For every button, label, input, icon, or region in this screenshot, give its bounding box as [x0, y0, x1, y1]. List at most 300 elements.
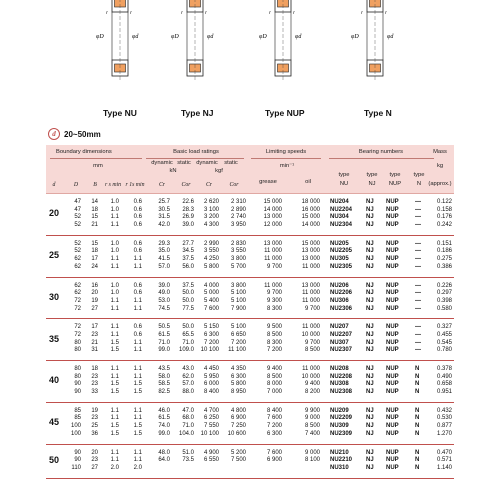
cell-n: — — [415, 297, 421, 304]
cell-cork: 8 950 — [230, 389, 246, 396]
cell-cor: 77.5 — [182, 305, 194, 312]
cell-d: 72 — [74, 297, 81, 304]
bore-group — [46, 194, 454, 236]
cell-cork: 7 900 — [230, 305, 246, 312]
hdr-col-B: B — [93, 182, 97, 188]
cell-n: — — [415, 282, 421, 289]
cell-cr: 99.0 — [158, 430, 170, 437]
cell-cork: 6 300 — [230, 373, 246, 380]
cell-cr: 42.0 — [158, 222, 170, 229]
cell-cork: 7 200 — [230, 339, 246, 346]
cell-d: 80 — [74, 373, 81, 380]
cell-nu: NU307 — [330, 339, 349, 346]
cell-oil: 13 000 — [301, 256, 320, 263]
cell-nu: NU2207 — [330, 331, 353, 338]
cell-oil: 8 100 — [304, 457, 320, 464]
cell-oil: 9 900 — [304, 407, 320, 414]
cell-b: 15 — [91, 214, 98, 221]
cell-nj: NJ — [366, 381, 374, 388]
cell-cor: 50.0 — [182, 324, 194, 331]
hdr-load: Basic load ratings — [173, 149, 219, 155]
cell-grease: 8 300 — [266, 339, 282, 346]
cell-cork: 3 950 — [230, 222, 246, 229]
cell-mass: 0.658 — [436, 381, 452, 388]
cell-n: N — [415, 464, 420, 471]
table-row — [46, 332, 454, 340]
cell-n: — — [415, 199, 421, 205]
cell-rs: 1.1 — [110, 222, 119, 229]
cell-n: N — [415, 366, 420, 372]
cell-r1s: 0.6 — [133, 290, 142, 297]
cell-cork: 3 800 — [230, 256, 246, 263]
hdr-col-cr-kgf: Cr — [205, 182, 213, 188]
cell-d: 62 — [74, 282, 81, 289]
cell-n: N — [415, 407, 420, 414]
cell-mass: 0.151 — [436, 240, 452, 247]
cell-nj: NJ — [366, 339, 374, 346]
bore-group — [46, 319, 454, 361]
cell-r1s: 1.1 — [133, 347, 142, 354]
cell-nup: NUP — [386, 305, 399, 312]
cell-mass: 1.270 — [436, 430, 452, 437]
cell-n: N — [415, 449, 420, 456]
cell-b: 23 — [91, 381, 98, 388]
cell-cr: 31.5 — [158, 214, 170, 221]
cell-cor: 65.5 — [182, 331, 194, 338]
cell-nup: NUP — [386, 290, 399, 297]
cell-rs: 1.0 — [110, 199, 119, 205]
table-row — [46, 283, 454, 291]
bore-diameter: 50 — [48, 455, 59, 466]
cell-cor: 37.5 — [182, 256, 194, 263]
hdr-type-nj: type — [366, 172, 378, 178]
cell-d: 72 — [74, 331, 81, 338]
cell-nj: NJ — [366, 240, 374, 247]
cell-nu: NU210 — [330, 449, 349, 456]
cell-nup: NUP — [386, 222, 399, 229]
cell-mass: 0.545 — [436, 339, 452, 346]
cell-cor: 34.5 — [182, 248, 194, 255]
cell-r1s: 0.6 — [133, 324, 142, 331]
cell-grease: 8 500 — [266, 331, 282, 338]
cell-cr: 46.0 — [158, 407, 170, 414]
cell-cork: 3 550 — [230, 248, 246, 255]
cell-nup: NUP — [386, 389, 399, 396]
hdr-rule — [329, 158, 434, 159]
cell-oil: 10 000 — [301, 331, 320, 338]
cell-crk: 6 250 — [203, 415, 219, 422]
table-row — [46, 389, 454, 397]
cell-n: — — [415, 214, 421, 221]
cell-nu: NU208 — [330, 366, 349, 372]
cell-n: — — [415, 339, 421, 346]
cell-n: — — [415, 240, 421, 247]
drawing-n — [351, 0, 394, 80]
cell-d: 52 — [74, 214, 81, 221]
cell-cr: 64.0 — [158, 457, 170, 464]
cell-d: 47 — [74, 206, 81, 213]
cell-b: 33 — [91, 389, 98, 396]
cell-oil: 13 000 — [301, 248, 320, 255]
table-row — [46, 256, 454, 264]
table-row — [46, 457, 454, 465]
cell-n: — — [415, 248, 421, 255]
cell-r1s: 1.1 — [133, 415, 142, 422]
cell-nu: NU2206 — [330, 290, 353, 297]
cell-cork: 2 310 — [230, 199, 246, 205]
cell-nup: NUP — [386, 423, 399, 430]
cell-grease: 12 000 — [263, 222, 282, 229]
table-row — [46, 347, 454, 355]
cell-nu: NU2204 — [330, 206, 353, 213]
hdr-kg: kg — [436, 163, 444, 169]
cell-cr: 57.0 — [158, 263, 170, 270]
drawing-nj — [171, 0, 214, 80]
cell-rs: 1.5 — [110, 430, 119, 437]
cell-b: 17 — [91, 324, 98, 331]
cell-cork: 5 100 — [230, 290, 246, 297]
cell-grease: 9 400 — [266, 366, 282, 372]
cell-cork: 5 800 — [230, 381, 246, 388]
cell-rs: 1.1 — [110, 324, 119, 331]
cell-r1s: 1.5 — [133, 381, 142, 388]
cell-oil: 15 000 — [301, 214, 320, 221]
cell-cr: 41.5 — [158, 256, 170, 263]
table-row — [46, 298, 454, 306]
cell-crk: 8 400 — [203, 389, 219, 396]
cell-nu: NU204 — [330, 199, 349, 205]
cell-n: N — [415, 389, 420, 396]
cell-nj: NJ — [366, 389, 374, 396]
cell-d: 47 — [74, 199, 81, 205]
hdr-dynamic-kn: dynamic — [151, 160, 173, 166]
cell-r1s: 1.5 — [133, 430, 142, 437]
cell-b: 21 — [91, 339, 98, 346]
cell-rs: 1.5 — [110, 381, 119, 388]
cell-cork: 7 500 — [230, 457, 246, 464]
cell-b: 23 — [91, 331, 98, 338]
cell-nj: NJ — [366, 423, 374, 430]
cell-rs: 1.1 — [110, 297, 119, 304]
cell-grease: 7 200 — [266, 347, 282, 354]
cell-nup: NUP — [386, 214, 399, 221]
cell-b: 31 — [91, 347, 98, 354]
bore-diameter: 35 — [48, 333, 59, 344]
cell-nu: NU2304 — [330, 222, 353, 229]
cell-nj: NJ — [366, 464, 374, 471]
cell-nup: NUP — [386, 366, 399, 372]
cell-crk: 2 620 — [203, 199, 219, 205]
cell-b: 27 — [91, 305, 98, 312]
hdr-oil: oil — [305, 179, 311, 185]
table-row — [46, 423, 454, 431]
cell-d: 52 — [74, 222, 81, 229]
cell-crk: 4 000 — [203, 282, 219, 289]
cell-nup: NUP — [386, 347, 399, 354]
table-row — [46, 264, 454, 272]
cell-mass: 0.226 — [436, 282, 452, 289]
cell-cr: 30.5 — [158, 206, 170, 213]
cell-d: 85 — [74, 407, 81, 414]
hdr-dynamic-kgf: dynamic — [196, 160, 218, 166]
cell-nj: NJ — [366, 214, 374, 221]
cell-nup: NUP — [386, 339, 399, 346]
cell-cor: 39.0 — [182, 222, 194, 229]
cell-grease: 7 000 — [266, 389, 282, 396]
cell-cr: 58.5 — [158, 381, 170, 388]
cell-r1s: 1.1 — [133, 339, 142, 346]
cell-oil: 11 000 — [302, 366, 320, 372]
cell-crk: 4 250 — [203, 256, 219, 263]
cell-d: 62 — [74, 256, 81, 263]
cell-nj: NJ — [366, 347, 374, 354]
cell-nu: NU2307 — [330, 347, 353, 354]
cell-cr: 35.0 — [158, 248, 170, 255]
cell-rs: 1.0 — [110, 282, 119, 289]
cell-cr: 43.5 — [158, 366, 170, 372]
hdr-min: min⁻¹ — [279, 163, 295, 169]
hdr-type-n: type — [413, 172, 425, 178]
cell-r1s: 0.6 — [133, 199, 142, 205]
cell-rs: 1.0 — [110, 248, 119, 255]
table-row — [46, 290, 454, 298]
cell-rs: 1.1 — [110, 373, 119, 380]
hdr-bearing-numbers: Bearing numbers — [358, 149, 404, 155]
cell-cr: 29.3 — [158, 240, 170, 247]
cell-cork: 5 700 — [230, 263, 246, 270]
cell-crk: 3 100 — [203, 206, 219, 213]
cell-rs: 1.1 — [110, 415, 119, 422]
cell-nup: NUP — [386, 430, 399, 437]
cell-d: 62 — [74, 263, 81, 270]
cell-cor: 28.3 — [182, 206, 194, 213]
cell-crk: 5 000 — [203, 290, 219, 297]
cell-grease: 7 600 — [266, 449, 282, 456]
table-row — [46, 415, 454, 423]
cell-rs: 1.1 — [110, 457, 119, 464]
bearing-drawings: φd r — [0, 0, 500, 120]
type-nup-label: Type NUP — [265, 108, 305, 118]
bearing-table — [46, 145, 454, 479]
cell-nup: NUP — [386, 206, 399, 213]
cell-oil: 18 000 — [301, 199, 320, 205]
cell-nup: NUP — [386, 282, 399, 289]
hdr-kn: kN — [169, 168, 177, 174]
cell-mass: 0.122 — [436, 199, 452, 205]
hdr-col-D: D — [73, 182, 79, 188]
cell-cr: 99.0 — [158, 347, 170, 354]
cell-nj: NJ — [366, 248, 374, 255]
cell-grease: 11 000 — [264, 282, 282, 289]
cell-cork: 6 900 — [230, 415, 246, 422]
cell-b: 27 — [91, 464, 98, 471]
hdr-static-kgf: static — [224, 160, 238, 166]
cell-rs: 1.5 — [110, 389, 119, 396]
cell-oil: 7 400 — [304, 430, 320, 437]
cell-nu: NU305 — [330, 256, 349, 263]
cell-oil: 11 000 — [302, 297, 320, 304]
cell-crk: 7 600 — [203, 305, 219, 312]
cell-nu: NU2210 — [330, 457, 353, 464]
cell-mass: 0.470 — [436, 449, 452, 456]
cell-b: 18 — [91, 248, 98, 255]
cell-grease: 7 600 — [266, 415, 282, 422]
cell-cr: 58.0 — [158, 373, 170, 380]
cell-rs: 1.1 — [110, 407, 119, 414]
cell-oil: 9 000 — [304, 415, 320, 422]
cell-nu: NU207 — [330, 324, 349, 331]
cell-cor: 51.0 — [182, 449, 194, 456]
cell-n: — — [415, 324, 421, 331]
cell-nu: NU2306 — [330, 305, 353, 312]
cell-d: 90 — [74, 457, 81, 464]
table-row — [46, 199, 454, 207]
cell-mass: 0.176 — [436, 214, 452, 221]
cell-r1s: 1.1 — [133, 449, 142, 456]
bore-group — [46, 445, 454, 479]
cell-nj: NJ — [366, 199, 374, 205]
cell-nj: NJ — [366, 263, 374, 270]
cell-mass: 0.877 — [436, 423, 452, 430]
cell-cork: 4 800 — [230, 407, 246, 414]
cell-mass: 0.242 — [436, 222, 452, 229]
type-n-label: Type N — [364, 108, 392, 118]
cell-n: — — [415, 263, 421, 270]
cell-oil: 15 000 — [301, 240, 320, 247]
cell-nup: NUP — [386, 407, 399, 414]
cell-cr: 61.5 — [158, 415, 170, 422]
cell-mass: 0.398 — [436, 297, 452, 304]
cell-oil: 11 000 — [302, 324, 320, 331]
cell-crk: 5 150 — [203, 324, 219, 331]
hdr-type-nu: type — [338, 172, 350, 178]
cell-grease: 7 200 — [266, 423, 282, 430]
cell-cork: 5 100 — [230, 297, 246, 304]
cell-crk: 3 200 — [203, 214, 219, 221]
cell-grease: 14 000 — [263, 206, 282, 213]
cell-b: 18 — [91, 366, 98, 372]
hdr-col-cor-kgf: Cor — [229, 182, 239, 188]
cell-n: N — [415, 373, 420, 380]
table-row — [46, 431, 454, 439]
cell-nj: NJ — [366, 297, 374, 304]
cell-cork: 5 200 — [230, 449, 246, 456]
cell-rs: 1.1 — [110, 256, 119, 263]
cell-rs: 1.1 — [110, 366, 119, 372]
cell-nj: NJ — [366, 457, 374, 464]
cell-grease: 11 000 — [264, 248, 282, 255]
bore-diameter: 40 — [48, 375, 59, 386]
cell-mass: 0.297 — [436, 290, 452, 297]
cell-nup: NUP — [386, 248, 399, 255]
cell-rs: 1.0 — [110, 290, 119, 297]
cell-cor: 47.0 — [182, 407, 194, 414]
cell-b: 17 — [91, 256, 98, 263]
cell-cork: 11 100 — [228, 347, 246, 354]
cell-b: 18 — [91, 206, 98, 213]
cell-r1s: 0.6 — [133, 248, 142, 255]
cell-grease: 13 000 — [263, 214, 282, 221]
cell-nup: NUP — [386, 415, 399, 422]
cell-cork: 2 830 — [230, 240, 246, 247]
cell-nj: NJ — [366, 373, 374, 380]
table-row — [46, 450, 454, 458]
cell-d: 85 — [74, 415, 81, 422]
cell-r1s: 1.1 — [133, 373, 142, 380]
cell-r1s: 2.0 — [133, 464, 142, 471]
cell-cork: 6 650 — [230, 331, 246, 338]
cell-r1s: 1.1 — [133, 305, 142, 312]
cell-cork: 2 890 — [230, 206, 246, 213]
cell-mass: 0.571 — [436, 457, 452, 464]
cell-nup: NUP — [386, 373, 399, 380]
cell-rs: 1.1 — [110, 331, 119, 338]
cell-cor: 62.0 — [182, 373, 194, 380]
table-body — [46, 194, 454, 479]
cell-oil: 14 000 — [301, 222, 320, 229]
cell-b: 23 — [91, 415, 98, 422]
hdr-kgf: kgf — [215, 168, 223, 174]
hdr-col-r1s: r 1s min — [125, 182, 145, 188]
cell-r1s: 0.6 — [133, 240, 142, 247]
drawing-nu — [96, 0, 139, 80]
cell-b: 21 — [91, 222, 98, 229]
hdr-speeds: Limiting speeds — [265, 149, 307, 155]
cell-grease: 9 700 — [266, 263, 282, 270]
cell-mass: 0.378 — [436, 366, 452, 372]
cell-oil: 9 000 — [304, 449, 320, 456]
cell-d: 110 — [71, 464, 81, 471]
cell-d: 90 — [74, 449, 81, 456]
cell-cork: 3 800 — [230, 282, 246, 289]
cell-crk: 4 900 — [203, 449, 219, 456]
cell-crk: 7 550 — [203, 423, 219, 430]
cell-nu: NU2305 — [330, 263, 353, 270]
cell-nj: NJ — [366, 407, 374, 414]
cell-crk: 3 550 — [203, 248, 219, 255]
hdr-type-nup: type — [389, 172, 401, 178]
section-title — [48, 128, 101, 140]
cell-nu: NU2209 — [330, 415, 353, 422]
drawing-nup — [259, 0, 302, 80]
cell-nu: NU309 — [330, 423, 349, 430]
cell-rs: 2.0 — [110, 464, 119, 471]
cell-nj: NJ — [366, 282, 374, 289]
hdr-rule — [146, 158, 244, 159]
cell-cr: 49.0 — [158, 290, 170, 297]
cell-b: 36 — [91, 430, 98, 437]
table-row — [46, 207, 454, 215]
cell-nu: NU2208 — [330, 373, 353, 380]
cell-oil: 9 700 — [304, 339, 320, 346]
cell-b: 20 — [91, 449, 98, 456]
type-nj-label: Type NJ — [181, 108, 214, 118]
cell-cor: 68.0 — [182, 415, 194, 422]
cell-mass: 0.530 — [436, 415, 452, 422]
hdr-col-rs: r s min — [104, 182, 122, 188]
cell-mass: 0.158 — [436, 206, 452, 213]
cell-nj: NJ — [366, 290, 374, 297]
cell-n: — — [415, 290, 421, 297]
cell-oil: 8 500 — [304, 347, 320, 354]
cell-nj: NJ — [366, 256, 374, 263]
cell-grease: 8 500 — [266, 373, 282, 380]
cell-mass: 0.327 — [436, 324, 452, 331]
cell-d: 90 — [74, 381, 81, 388]
table-row — [46, 214, 454, 222]
hdr-boundary: Boundary dimensions — [56, 149, 112, 155]
bore-diameter: 45 — [48, 417, 59, 428]
